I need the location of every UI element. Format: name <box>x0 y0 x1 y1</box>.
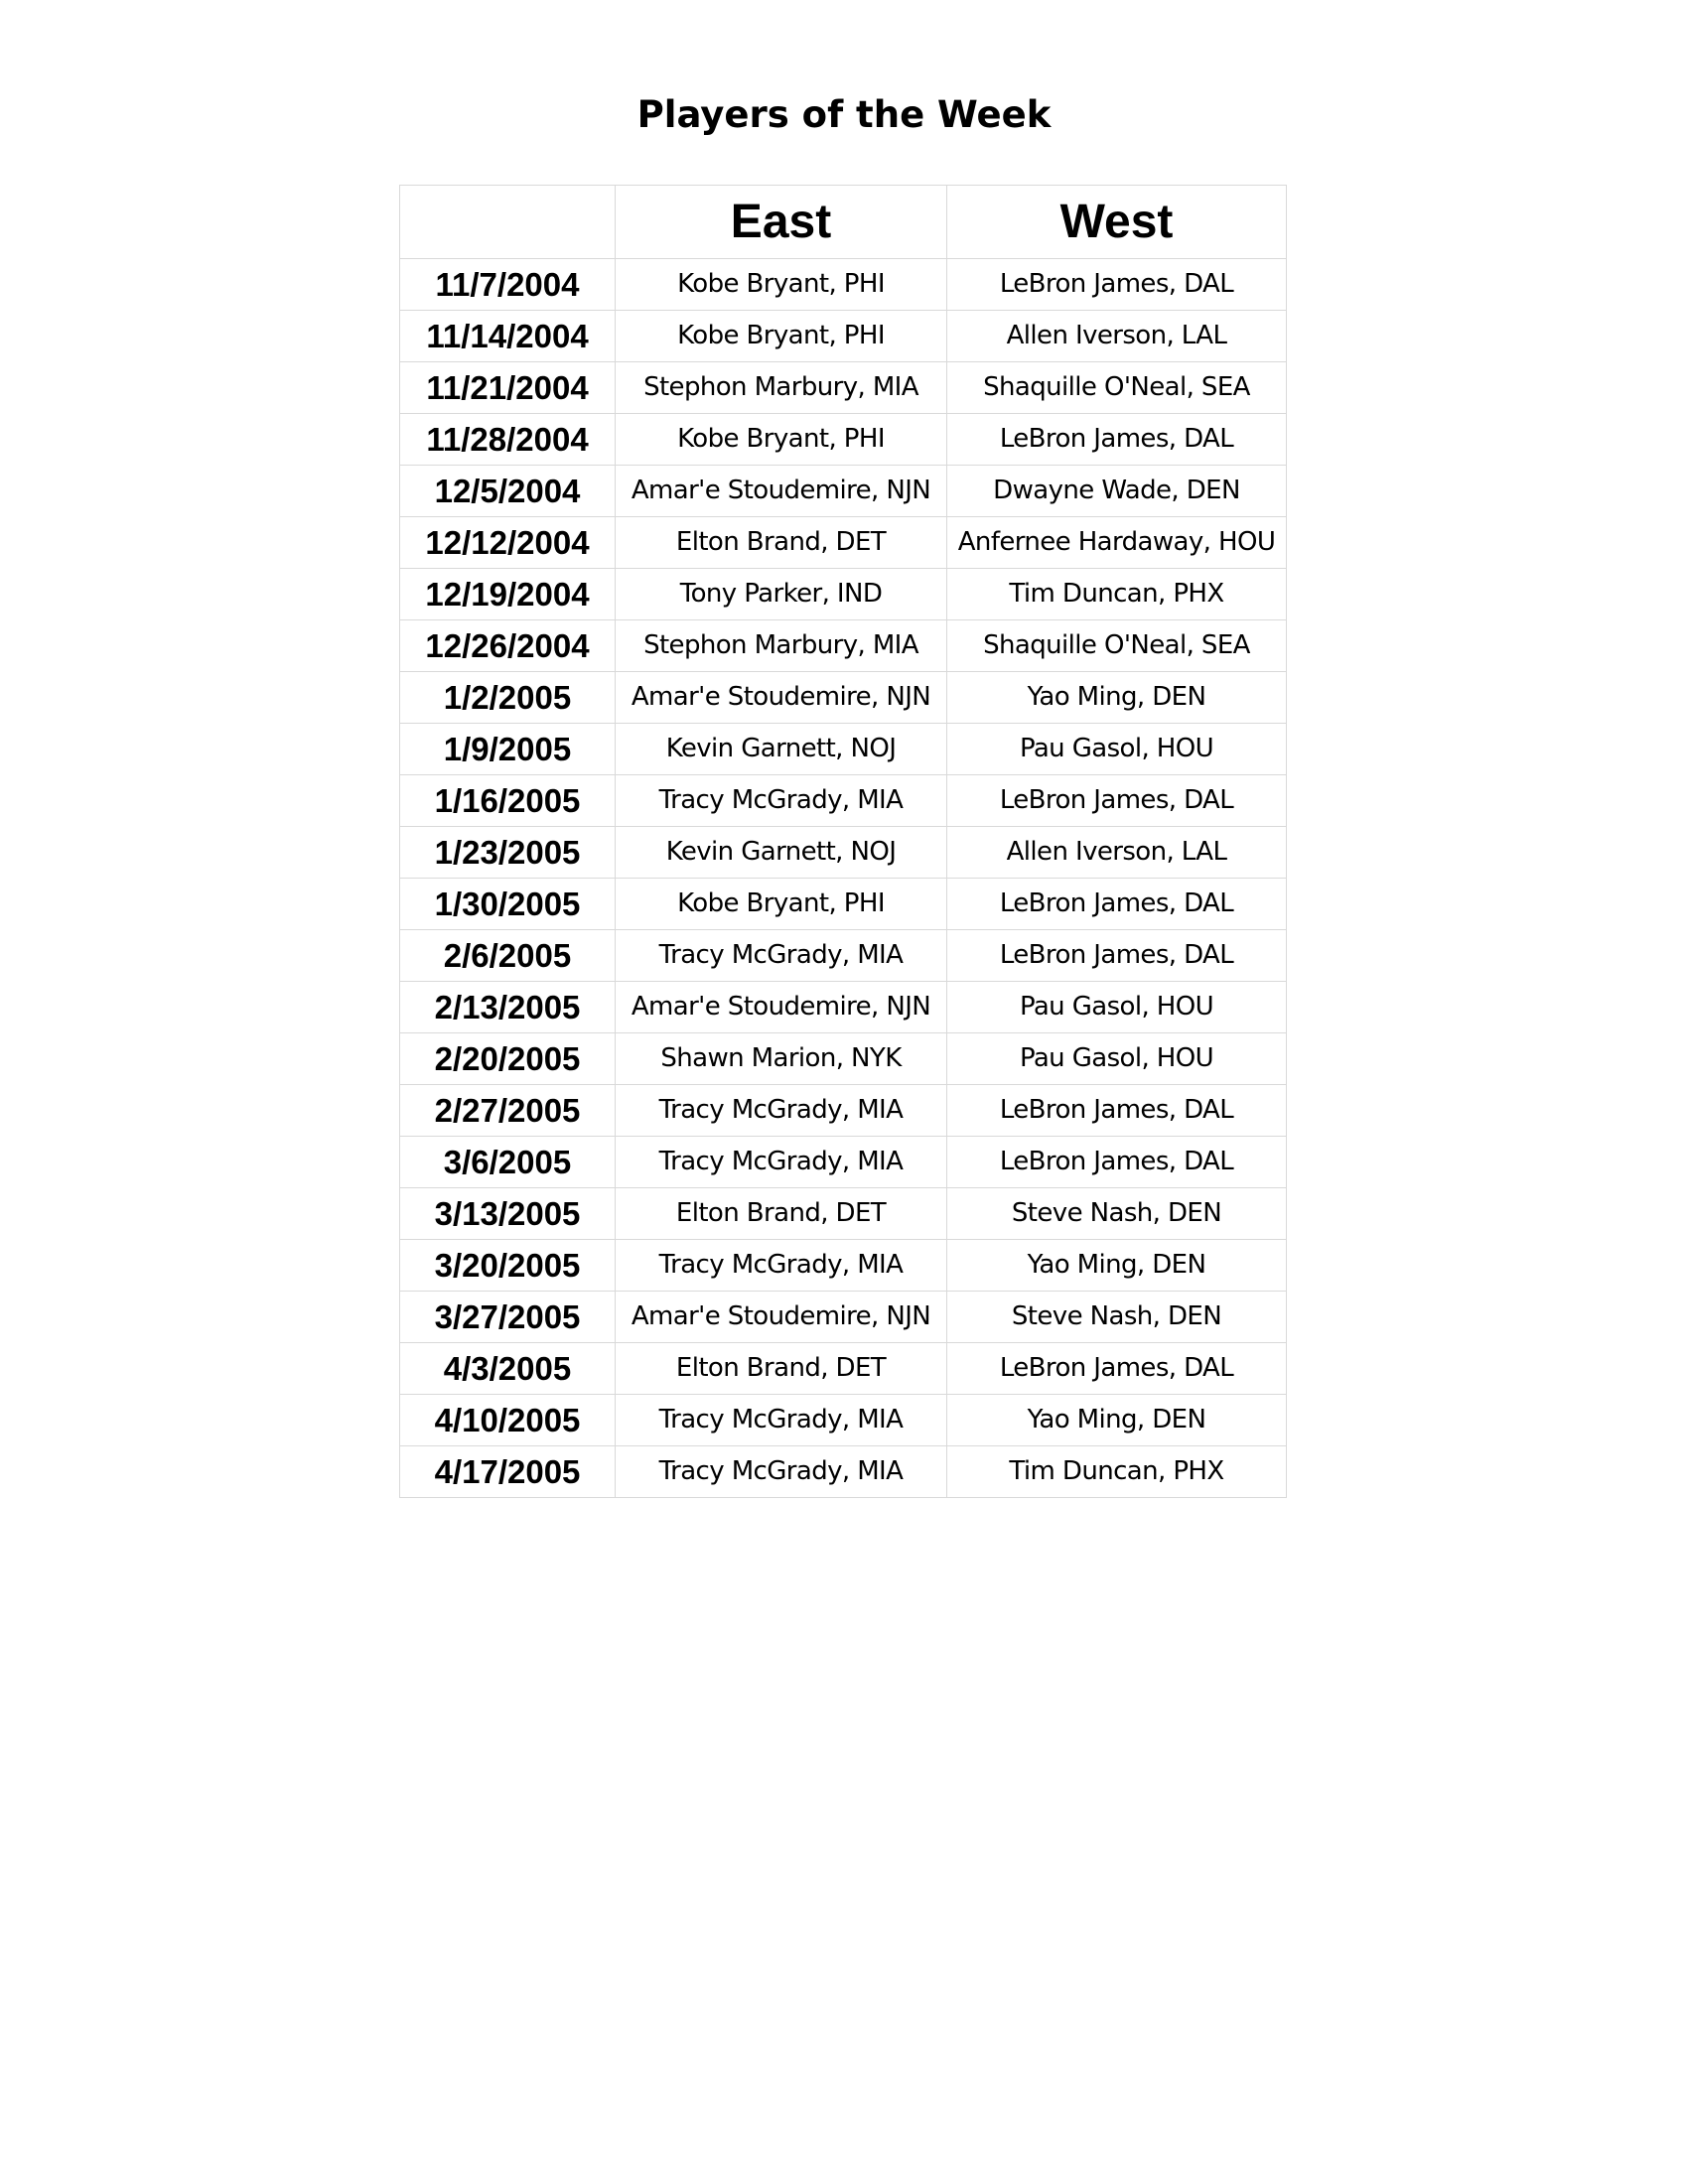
east-player-cell: Elton Brand, DET <box>616 1343 947 1395</box>
week-date-cell: 1/30/2005 <box>400 879 616 930</box>
table-row <box>400 1446 1287 1498</box>
east-player-cell: Kevin Garnett, NOJ <box>616 827 947 879</box>
table-row <box>400 775 1287 827</box>
table-row <box>400 259 1287 311</box>
east-player-cell: Tracy McGrady, MIA <box>616 1446 947 1498</box>
west-player-cell: LeBron James, DAL <box>947 775 1287 827</box>
week-date-cell: 1/16/2005 <box>400 775 616 827</box>
header-row <box>400 186 1287 259</box>
table-row <box>400 466 1287 517</box>
west-player-cell: Yao Ming, DEN <box>947 672 1287 724</box>
east-player-cell: Stephon Marbury, MIA <box>616 362 947 414</box>
west-player-cell: Shaquille O'Neal, SEA <box>947 620 1287 672</box>
table-row <box>400 620 1287 672</box>
east-player-cell: Tracy McGrady, MIA <box>616 1240 947 1292</box>
week-date-cell: 2/27/2005 <box>400 1085 616 1137</box>
west-player-cell: Allen Iverson, LAL <box>947 827 1287 879</box>
week-date-cell: 4/3/2005 <box>400 1343 616 1395</box>
table-row <box>400 414 1287 466</box>
east-player-cell: Tracy McGrady, MIA <box>616 1085 947 1137</box>
east-player-cell: Tracy McGrady, MIA <box>616 930 947 982</box>
week-date-cell: 3/20/2005 <box>400 1240 616 1292</box>
east-player-cell: Tracy McGrady, MIA <box>616 1395 947 1446</box>
west-player-cell: LeBron James, DAL <box>947 1085 1287 1137</box>
east-player-cell: Kobe Bryant, PHI <box>616 879 947 930</box>
east-player-cell: Tracy McGrady, MIA <box>616 1137 947 1188</box>
table-row <box>400 1188 1287 1240</box>
date-column-header <box>400 186 616 259</box>
week-date-cell: 2/6/2005 <box>400 930 616 982</box>
table-row <box>400 982 1287 1033</box>
west-player-cell: Allen Iverson, LAL <box>947 311 1287 362</box>
west-player-cell: Tim Duncan, PHX <box>947 1446 1287 1498</box>
east-player-cell: Elton Brand, DET <box>616 1188 947 1240</box>
west-player-cell: Pau Gasol, HOU <box>947 1033 1287 1085</box>
east-player-cell: Kevin Garnett, NOJ <box>616 724 947 775</box>
players-table-container <box>399 185 1287 1498</box>
west-player-cell: Tim Duncan, PHX <box>947 569 1287 620</box>
week-date-cell: 12/19/2004 <box>400 569 616 620</box>
week-date-cell: 1/9/2005 <box>400 724 616 775</box>
table-row <box>400 362 1287 414</box>
table-row <box>400 1085 1287 1137</box>
west-player-cell: LeBron James, DAL <box>947 414 1287 466</box>
table-body <box>400 259 1287 1498</box>
east-player-cell: Tracy McGrady, MIA <box>616 775 947 827</box>
table-row <box>400 930 1287 982</box>
east-player-cell: Kobe Bryant, PHI <box>616 259 947 311</box>
table-row <box>400 1395 1287 1446</box>
west-player-cell: Shaquille O'Neal, SEA <box>947 362 1287 414</box>
week-date-cell: 3/13/2005 <box>400 1188 616 1240</box>
week-date-cell: 1/2/2005 <box>400 672 616 724</box>
table-row <box>400 724 1287 775</box>
west-player-cell: Yao Ming, DEN <box>947 1395 1287 1446</box>
week-date-cell: 4/17/2005 <box>400 1446 616 1498</box>
east-player-cell: Kobe Bryant, PHI <box>616 414 947 466</box>
table-row <box>400 827 1287 879</box>
west-player-cell: LeBron James, DAL <box>947 1137 1287 1188</box>
week-date-cell: 1/23/2005 <box>400 827 616 879</box>
week-date-cell: 3/6/2005 <box>400 1137 616 1188</box>
west-player-cell: LeBron James, DAL <box>947 879 1287 930</box>
east-player-cell: Kobe Bryant, PHI <box>616 311 947 362</box>
week-date-cell: 11/28/2004 <box>400 414 616 466</box>
week-date-cell: 4/10/2005 <box>400 1395 616 1446</box>
west-player-cell: LeBron James, DAL <box>947 930 1287 982</box>
week-date-cell: 12/5/2004 <box>400 466 616 517</box>
week-date-cell: 3/27/2005 <box>400 1292 616 1343</box>
west-column-header: West <box>947 186 1287 259</box>
week-date-cell: 11/14/2004 <box>400 311 616 362</box>
east-player-cell: Amar'e Stoudemire, NJN <box>616 982 947 1033</box>
east-player-cell: Amar'e Stoudemire, NJN <box>616 672 947 724</box>
table-row <box>400 1137 1287 1188</box>
west-player-cell: Yao Ming, DEN <box>947 1240 1287 1292</box>
week-date-cell: 11/7/2004 <box>400 259 616 311</box>
east-player-cell: Amar'e Stoudemire, NJN <box>616 466 947 517</box>
west-player-cell: Steve Nash, DEN <box>947 1292 1287 1343</box>
week-date-cell: 2/13/2005 <box>400 982 616 1033</box>
west-player-cell: Dwayne Wade, DEN <box>947 466 1287 517</box>
table-row <box>400 1033 1287 1085</box>
east-player-cell: Amar'e Stoudemire, NJN <box>616 1292 947 1343</box>
table-row <box>400 1240 1287 1292</box>
table-row <box>400 517 1287 569</box>
west-player-cell: LeBron James, DAL <box>947 259 1287 311</box>
table-row <box>400 1343 1287 1395</box>
week-date-cell: 12/12/2004 <box>400 517 616 569</box>
table-row <box>400 672 1287 724</box>
east-player-cell: Tony Parker, IND <box>616 569 947 620</box>
west-player-cell: Steve Nash, DEN <box>947 1188 1287 1240</box>
table-row <box>400 311 1287 362</box>
west-player-cell: LeBron James, DAL <box>947 1343 1287 1395</box>
players-of-the-week-table <box>399 185 1287 1498</box>
west-player-cell: Pau Gasol, HOU <box>947 982 1287 1033</box>
table-row <box>400 569 1287 620</box>
week-date-cell: 2/20/2005 <box>400 1033 616 1085</box>
east-player-cell: Stephon Marbury, MIA <box>616 620 947 672</box>
east-column-header: East <box>616 186 947 259</box>
table-row <box>400 1292 1287 1343</box>
week-date-cell: 11/21/2004 <box>400 362 616 414</box>
table-row <box>400 879 1287 930</box>
west-player-cell: Anfernee Hardaway, HOU <box>947 517 1287 569</box>
east-player-cell: Shawn Marion, NYK <box>616 1033 947 1085</box>
page-title: Players of the Week <box>636 93 1052 136</box>
east-player-cell: Elton Brand, DET <box>616 517 947 569</box>
week-date-cell: 12/26/2004 <box>400 620 616 672</box>
west-player-cell: Pau Gasol, HOU <box>947 724 1287 775</box>
